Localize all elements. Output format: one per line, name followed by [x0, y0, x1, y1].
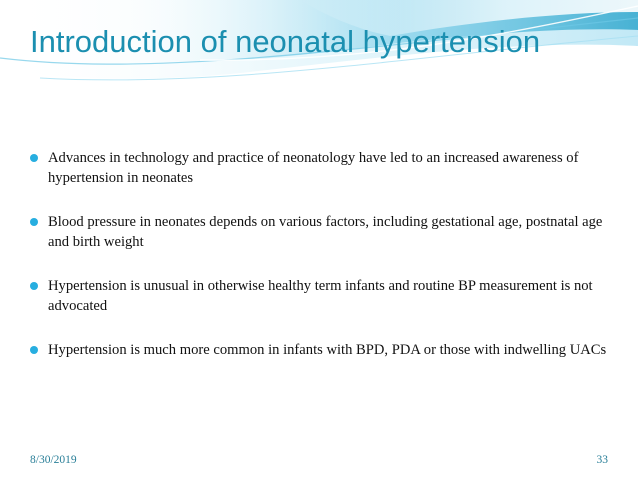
bullet-item	[30, 212, 615, 252]
bullet-item	[30, 340, 615, 360]
bullet-list	[30, 148, 615, 384]
bullet-text: Advances in technology and practice of neonatology have led to an increased awareness of hypertension in neonates	[48, 150, 579, 186]
bullet-text: Hypertension is unusual in otherwise healthy term infants and routine BP measurement is not advocated	[48, 278, 593, 314]
bullet-dot-icon	[30, 346, 38, 354]
bullet-dot-icon	[30, 154, 38, 162]
bullet-dot-icon	[30, 218, 38, 226]
bullet-dot-icon	[30, 282, 38, 290]
footer-page-number: 33	[596, 454, 608, 466]
bullet-item	[30, 148, 615, 188]
bullet-text: Blood pressure in neonates depends on various factors, including gestational age, postnatal age and birth weight	[48, 214, 603, 250]
bullet-item	[30, 276, 615, 316]
slide-title: Introduction of neonatal hypertension	[30, 24, 541, 59]
bullet-text: Hypertension is much more common in infants with BPD, PDA or those with indwelling UACs	[48, 342, 607, 358]
footer-date: 8/30/2019	[30, 454, 77, 466]
